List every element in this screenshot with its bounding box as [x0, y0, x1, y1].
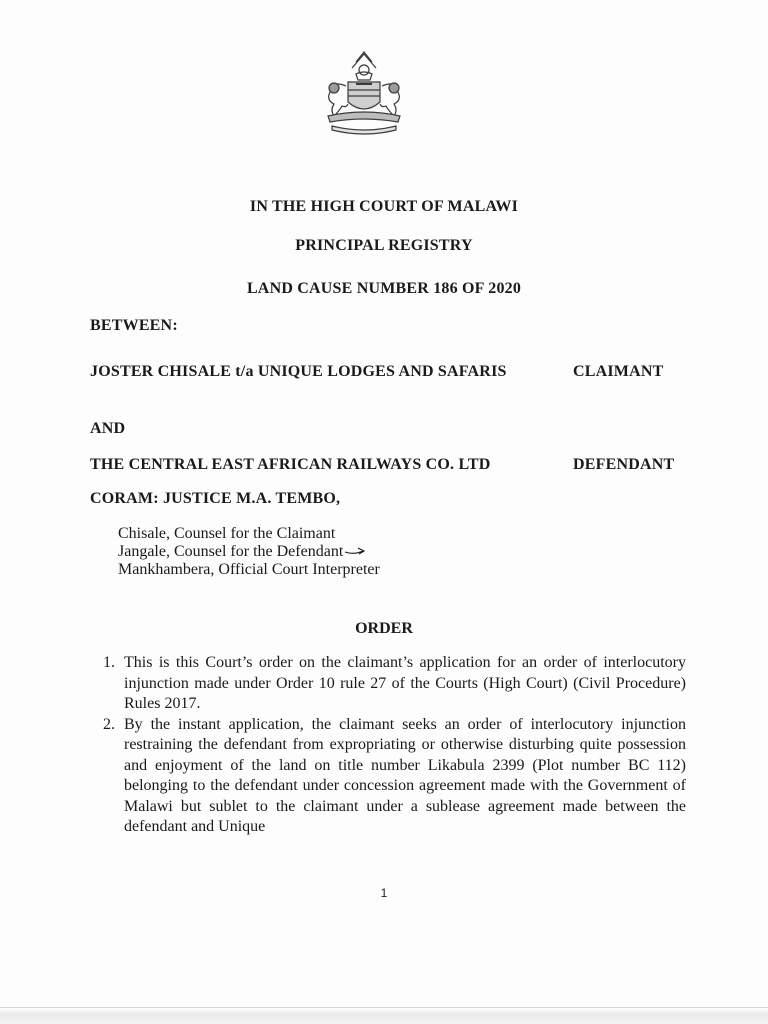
court-heading: IN THE HIGH COURT OF MALAWI	[249, 198, 519, 215]
court-interpreter: Mankhambera, Official Court Interpreter	[118, 561, 380, 578]
between-label: BETWEEN:	[90, 317, 178, 334]
coram-line: CORAM: JUSTICE M.A. TEMBO,	[90, 490, 341, 507]
cause-number-heading: LAND CAUSE NUMBER 186 OF 2020	[246, 280, 522, 297]
paragraph-number: 2.	[103, 715, 115, 733]
defendant-role: DEFENDANT	[573, 456, 675, 473]
registry-heading: PRINCIPAL REGISTRY	[295, 237, 473, 254]
scan-bottom-edge	[0, 1007, 768, 1024]
handwritten-arrow-icon	[344, 546, 366, 556]
counsel-list	[118, 525, 380, 579]
counsel-claimant: Chisale, Counsel for the Claimant	[118, 525, 336, 542]
counsel-defendant-row	[118, 543, 380, 561]
page-number: 1	[380, 886, 388, 900]
claimant-name: JOSTER CHISALE t/a UNIQUE LODGES AND SAFARIS	[90, 363, 507, 380]
counsel-defendant: Jangale, Counsel for the Defendant	[118, 543, 344, 560]
paragraph-text: This is this Court’s order on the claimant’s application for an order of interlocutory injunction made under Order 10 rule 27 of the Courts (High Court) (Civil Procedure) Rules 2017.	[124, 654, 686, 712]
order-title: ORDER	[355, 620, 413, 637]
order-paragraph-1	[103, 653, 686, 715]
order-paragraphs	[103, 653, 686, 838]
paragraph-number: 1.	[103, 654, 115, 671]
order-paragraph-2	[103, 715, 686, 838]
paragraph-text: By the instant application, the claimant seeks an order of interlocutory injunction restraining the defendant from expropriating or otherwise disturbing quite possession and enjoyment of the land on title number Likabula 2399 (Plot number BC 112) belonging to the defendant under concession agreement made with the Government of Malawi but sublet to the claimant under a sublease agreement made between the defendant and Unique	[124, 715, 686, 835]
defendant-name: THE CENTRAL EAST AFRICAN RAILWAYS CO. LTD	[90, 456, 491, 473]
claimant-role: CLAIMANT	[573, 363, 664, 380]
coat-of-arms-emblem	[312, 50, 416, 136]
and-label: AND	[90, 420, 126, 437]
